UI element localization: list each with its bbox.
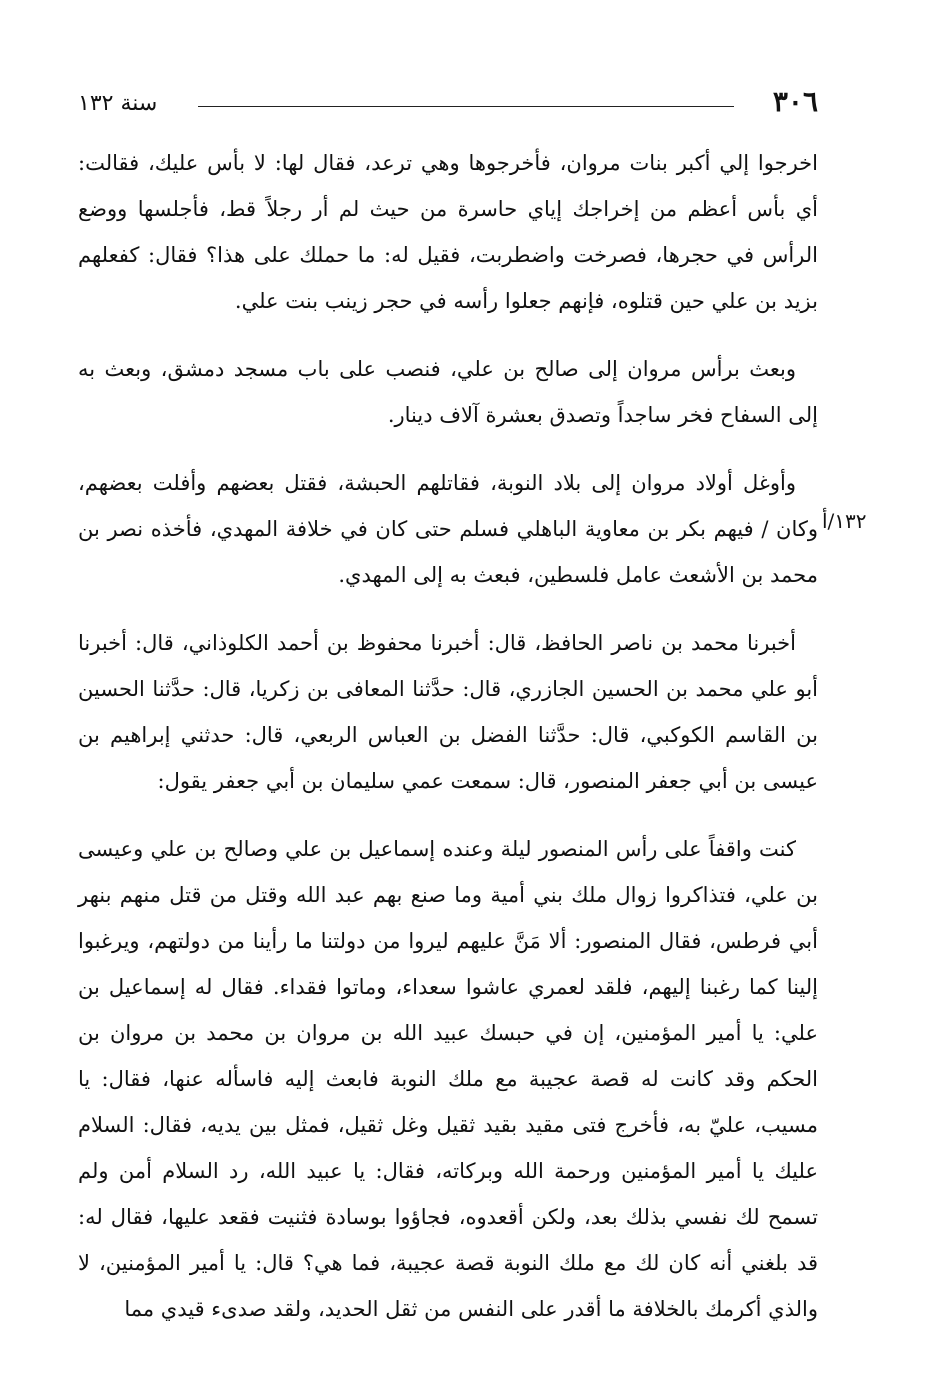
body-text: [78, 140, 818, 1354]
margin-folio-note: ١٣٢/أ: [822, 509, 867, 533]
paragraph-head-sent: وبعث برأس مروان إلى صالح بن علي، فنصب على باب مسجد دمشق، وبعث به إلى السفاح فخر ساجداً وتصدق بعشرة آلاف دينار.: [78, 357, 818, 427]
paragraph-head-of-marwan: اخرجوا إلي أكبر بنات مروان، فأخرجوها وهي ترعد، فقال لها: لا بأس عليك، فقالت: أي بأس أعظم من إخراجك إياي حاسرة من حيث لم أر رجلاً قط، فأجلسها ووضع الرأس في حجرها، فصرخت واضطربت، فقيل له: ما حملك على هذا؟ فقال: كفعلهم بزيد بن علي حين قتلوه، فإنهم جعلوا رأسه في حجر زينب بنت علي.: [78, 151, 818, 313]
header-rule: [198, 106, 734, 107]
paragraph-isnad: أخبرنا محمد بن ناصر الحافظ، قال: أخبرنا محفوظ بن أحمد الكلوذاني، قال: أخبرنا أبو علي محمد بن الحسين الجازري، قال: حدَّثنا المعافى بن زكريا، قال: حدَّثنا الحسين بن القاسم الكوكبي، قال: حدَّثنا الفضل بن العباس الربعي، قال: حدثني إبراهيم بن عيسى بن أبي جعفر المنصور، قال: سمعت عمي سليمان بن أبي جعفر يقول:: [78, 631, 818, 793]
paragraph-nubia: وأوغل أولاد مروان إلى بلاد النوبة، فقاتلهم الحبشة، فقتل بعضهم وأفلت بعضهم، وكان / فيهم بكر بن معاوية الباهلي فسلم حتى كان في خلافة المهدي، فأخذه نصر بن محمد بن الأشعث عامل فلسطين، فبعث به إلى المهدي.: [78, 471, 818, 587]
page-header: [78, 84, 818, 120]
year-label: سنة ١٣٢: [78, 91, 158, 116]
page-number: ٣٠٦: [772, 85, 818, 118]
paragraph-narration: كنت واقفاً على رأس المنصور ليلة وعنده إسماعيل بن علي وصالح بن علي وعيسى بن علي، فتذاكروا زوال ملك بني أمية وما صنع بهم عبد الله وقتل من قتل منهم بنهر أبي فرطس، فقال المنصور: ألا مَنَّ عليهم ليروا من دولتنا ما رأينا من دولتهم، ويرغبوا إلينا كما رغبنا إليهم، فلقد لعمري عاشوا سعداء، وماتوا فقداء. فقال له إسماعيل بن علي: يا أمير المؤمنين، إن في حبسك عبيد الله بن مروان بن محمد بن مروان بن الحكم وقد كانت له قصة عجيبة مع ملك النوبة فابعث إليه فاسأله عنها، فقال: يا مسيب، عليّ به، فأخرج فتى مقيد بقيد ثقيل وغل ثقيل، فمثل بين يديه، فقال: السلام عليك يا أمير المؤمنين ورحمة الله وبركاته، فقال: يا عبيد الله، رد السلام أمن ولم تسمح لك نفسي بذلك بعد، ولكن أقعدوه، فجاؤوا بوسادة فثنيت فقعد عليها، فقال له: قد بلغني أنه كان لك مع ملك النوبة قصة عجيبة، فما هي؟ قال: يا أمير المؤمنين، لا والذي أكرمك بالخلافة ما أقدر على النفس من ثقل الحديد، ولقد صدىء قيدي مما: [78, 837, 818, 1321]
